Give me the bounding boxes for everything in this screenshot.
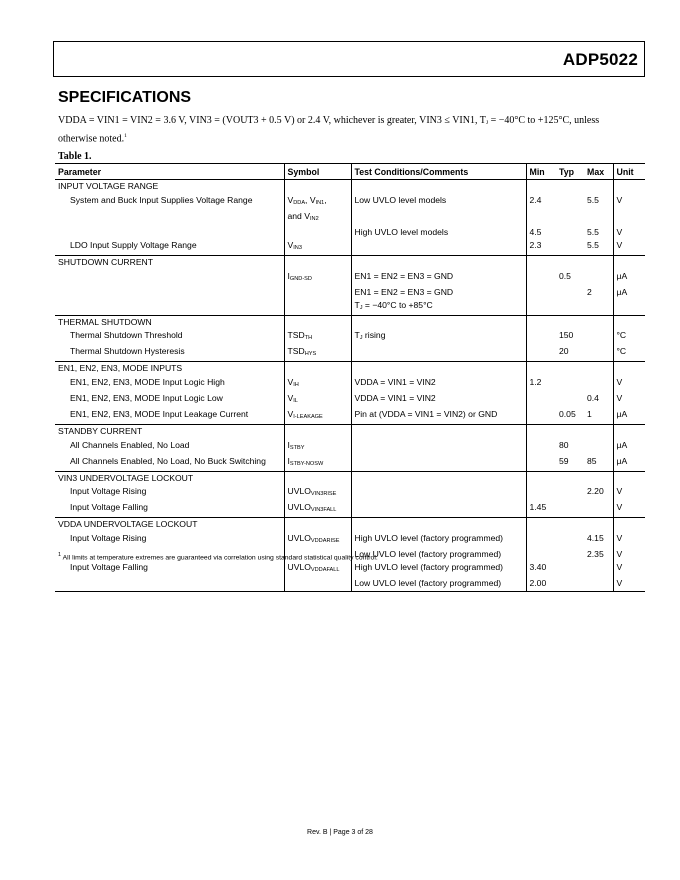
header-conditions: Test Conditions/Comments [351,164,526,180]
unit-cell: V [613,239,645,256]
max-cell: 2 [584,286,613,316]
table-row [55,256,645,270]
table-row [55,439,645,455]
unit-cell: °C [613,345,645,362]
unit-cell: μA [613,439,645,455]
intro-subscript: J [485,120,489,126]
param-cell: Input Voltage Falling [70,562,148,573]
typ-cell: 150 [559,330,574,341]
symbol-cell: $I_{STBY-NOSW}$ [284,455,351,472]
intro-text-b: = −40°C to +125°C, unless otherwise noted. [58,115,600,145]
symbol-cell: $V_{IL}$ [284,392,351,408]
min-cell: 3.40 [526,561,556,577]
min-cell: 1.2 [526,376,556,392]
condition-cell: High UVLO level (factory programmed) [351,532,526,548]
unit-cell: V [613,485,645,501]
table-row [55,424,645,438]
param-cell: EN1, EN2, EN3, MODE Input Logic High [70,376,225,387]
header-min: Min [526,164,556,180]
table-row [55,362,645,376]
symbol-cell: $V_{IN3}$ [284,239,351,256]
table-row [55,485,645,501]
table-row [55,345,645,362]
unit-cell: μA [613,286,645,316]
unit-cell: V [613,501,645,518]
param-cell: All Channels Enabled, No Load, No Buck Switching [55,455,284,472]
typ-cell: 0.05 [556,408,584,425]
table-row [55,455,645,472]
symbol-cell: $V_{DDA}$, $V_{IN1}$, and $V_{IN2}$ [284,194,351,226]
table-row [55,286,645,316]
intro-conditions [58,114,638,145]
group-heading: EN1, EN2, EN3, MODE INPUTS [58,363,183,374]
param-cell: Input Voltage Rising [70,486,147,497]
symbol-cell: $UVLO_{VDDAFALL}$ [284,561,351,577]
min-cell: 4.5 [526,226,556,240]
unit-cell: V [613,561,645,577]
param-cell: All Channels Enabled, No Load [70,439,190,450]
symbol-cell: $TSD_{HYS}$ [284,345,351,362]
header-max: Max [584,164,613,180]
header-typ: Typ [556,164,584,180]
max-cell: 5.5 [587,194,599,205]
unit-cell: °C [613,329,645,345]
param-cell: Input Voltage Falling [55,501,284,518]
group-heading: VDDA UNDERVOLTAGE LOCKOUT [58,519,198,530]
footnote-text: All limits at temperature extremes are guaranteed via correlation using standard statistical quality control. [61,554,378,562]
typ-cell: 20 [556,345,584,362]
header-unit: Unit [613,164,645,180]
symbol-cell: $I_{STBY}$ [284,439,351,455]
intro-text-a: VDDA = VIN1 = VIN2 = 3.6 V, VIN3 = (VOUT3 + 0.5 V) or 2.4 V, whichever is greater, VIN3 ≤ VIN1, T [58,115,486,126]
param-cell: Input Voltage Rising [70,532,147,543]
group-heading: STANDBY CURRENT [58,425,143,436]
min-cell: 1.45 [526,501,556,518]
param-cell: Thermal Shutdown Threshold [70,330,183,341]
unit-cell: V [613,194,645,226]
unit-cell: V [613,577,645,591]
table-row [55,577,645,591]
table-row [55,226,645,240]
typ-cell: 59 [556,455,584,472]
unit-cell: V [613,226,645,240]
table-row [55,239,645,256]
condition-cell: VDDA = VIN1 = VIN2 [351,376,526,392]
specifications-table [55,163,645,592]
unit-cell: V [613,376,645,392]
table-row [55,561,645,577]
table-row [55,518,645,532]
footnote-marker: 1 [58,552,62,558]
condition-cell: VDDA = VIN1 = VIN2 [351,392,526,408]
condition-cell: Low UVLO level models [351,194,526,226]
table-row [55,194,645,226]
param-cell: LDO Input Supply Voltage Range [55,239,284,256]
symbol-cell: $V_{I-LEAKAGE}$ [284,408,351,425]
symbol-cell: $UVLO_{VDDARISE}$ [284,532,351,548]
max-cell: 5.5 [587,226,599,237]
footnote [58,552,378,561]
page-footer: Rev. B | Page 3 of 28 [307,829,373,836]
typ-cell: 0.5 [559,270,571,281]
symbol-cell: $I_{GND-SD}$ [284,270,351,286]
group-heading: SHUTDOWN CURRENT [58,257,154,268]
max-cell: 5.5 [584,239,613,256]
intro-footnote-ref: 1 [124,133,127,139]
typ-cell: 80 [559,439,569,450]
table-row [55,471,645,485]
max-cell: 2.20 [587,486,604,497]
header-box [53,41,645,77]
condition-cell: EN1 = EN2 = EN3 = GND [351,270,526,286]
unit-cell: V [613,548,645,562]
max-cell: 0.4 [587,392,599,403]
symbol-cell: $TSD_{TH}$ [284,329,351,345]
table-row [55,532,645,548]
group-heading: THERMAL SHUTDOWN [58,316,152,327]
header-parameter: Parameter [55,164,284,180]
unit-cell: V [613,392,645,408]
condition-cell: Low UVLO level (factory programmed) [351,577,526,591]
table-row [55,376,645,392]
group-heading: VIN3 UNDERVOLTAGE LOCKOUT [58,472,194,483]
unit-cell: μA [613,270,645,286]
min-cell: 2.3 [526,239,556,256]
typ-cell [556,194,584,226]
unit-cell: μA [613,455,645,472]
condition-cell: High UVLO level models [351,226,526,240]
condition-cell: $T_J$ rising [351,329,526,345]
max-cell: 4.15 [587,532,604,543]
symbol-cell: $UVLO_{VIN3RISE}$ [284,485,351,501]
part-number: ADP5022 [562,50,638,69]
min-cell: 2.4 [526,194,556,226]
table-row [55,180,645,194]
unit-cell: V [613,532,645,548]
unit-cell: μA [613,408,645,425]
table-row [55,408,645,425]
param-cell: System and Buck Input Supplies Voltage Range [70,194,253,205]
section-title: SPECIFICATIONS [58,89,192,106]
table-row [55,329,645,345]
max-cell: 1 [584,408,613,425]
condition-cell: EN1 = EN2 = EN3 = GND $T_J = -40^\circ C$ to +85°C [351,286,526,316]
table-row [55,315,645,329]
condition-cell: High UVLO level (factory programmed) [351,561,526,577]
min-cell: 2.00 [526,577,556,591]
table-title: Table 1. [58,151,92,162]
table-row [55,270,645,286]
table-row [55,501,645,518]
symbol-cell: $V_{IH}$ [284,376,351,392]
max-cell: 2.35 [587,548,604,559]
table-header-row [55,164,645,180]
param-cell: EN1, EN2, EN3, MODE Input Leakage Current [55,408,284,425]
param-cell: Thermal Shutdown Hysteresis [55,345,284,362]
param-cell: EN1, EN2, EN3, MODE Input Logic Low [70,392,223,403]
max-cell: 85 [584,455,613,472]
header-symbol: Symbol [284,164,351,180]
condition-cell: Pin at (VDDA = VIN1 = VIN2) or GND [351,408,526,425]
group-heading: INPUT VOLTAGE RANGE [58,181,159,191]
condition-cell: Low UVLO level (factory programmed) [351,548,526,562]
table-row [55,392,645,408]
symbol-cell: $UVLO_{VIN3FALL}$ [284,501,351,518]
